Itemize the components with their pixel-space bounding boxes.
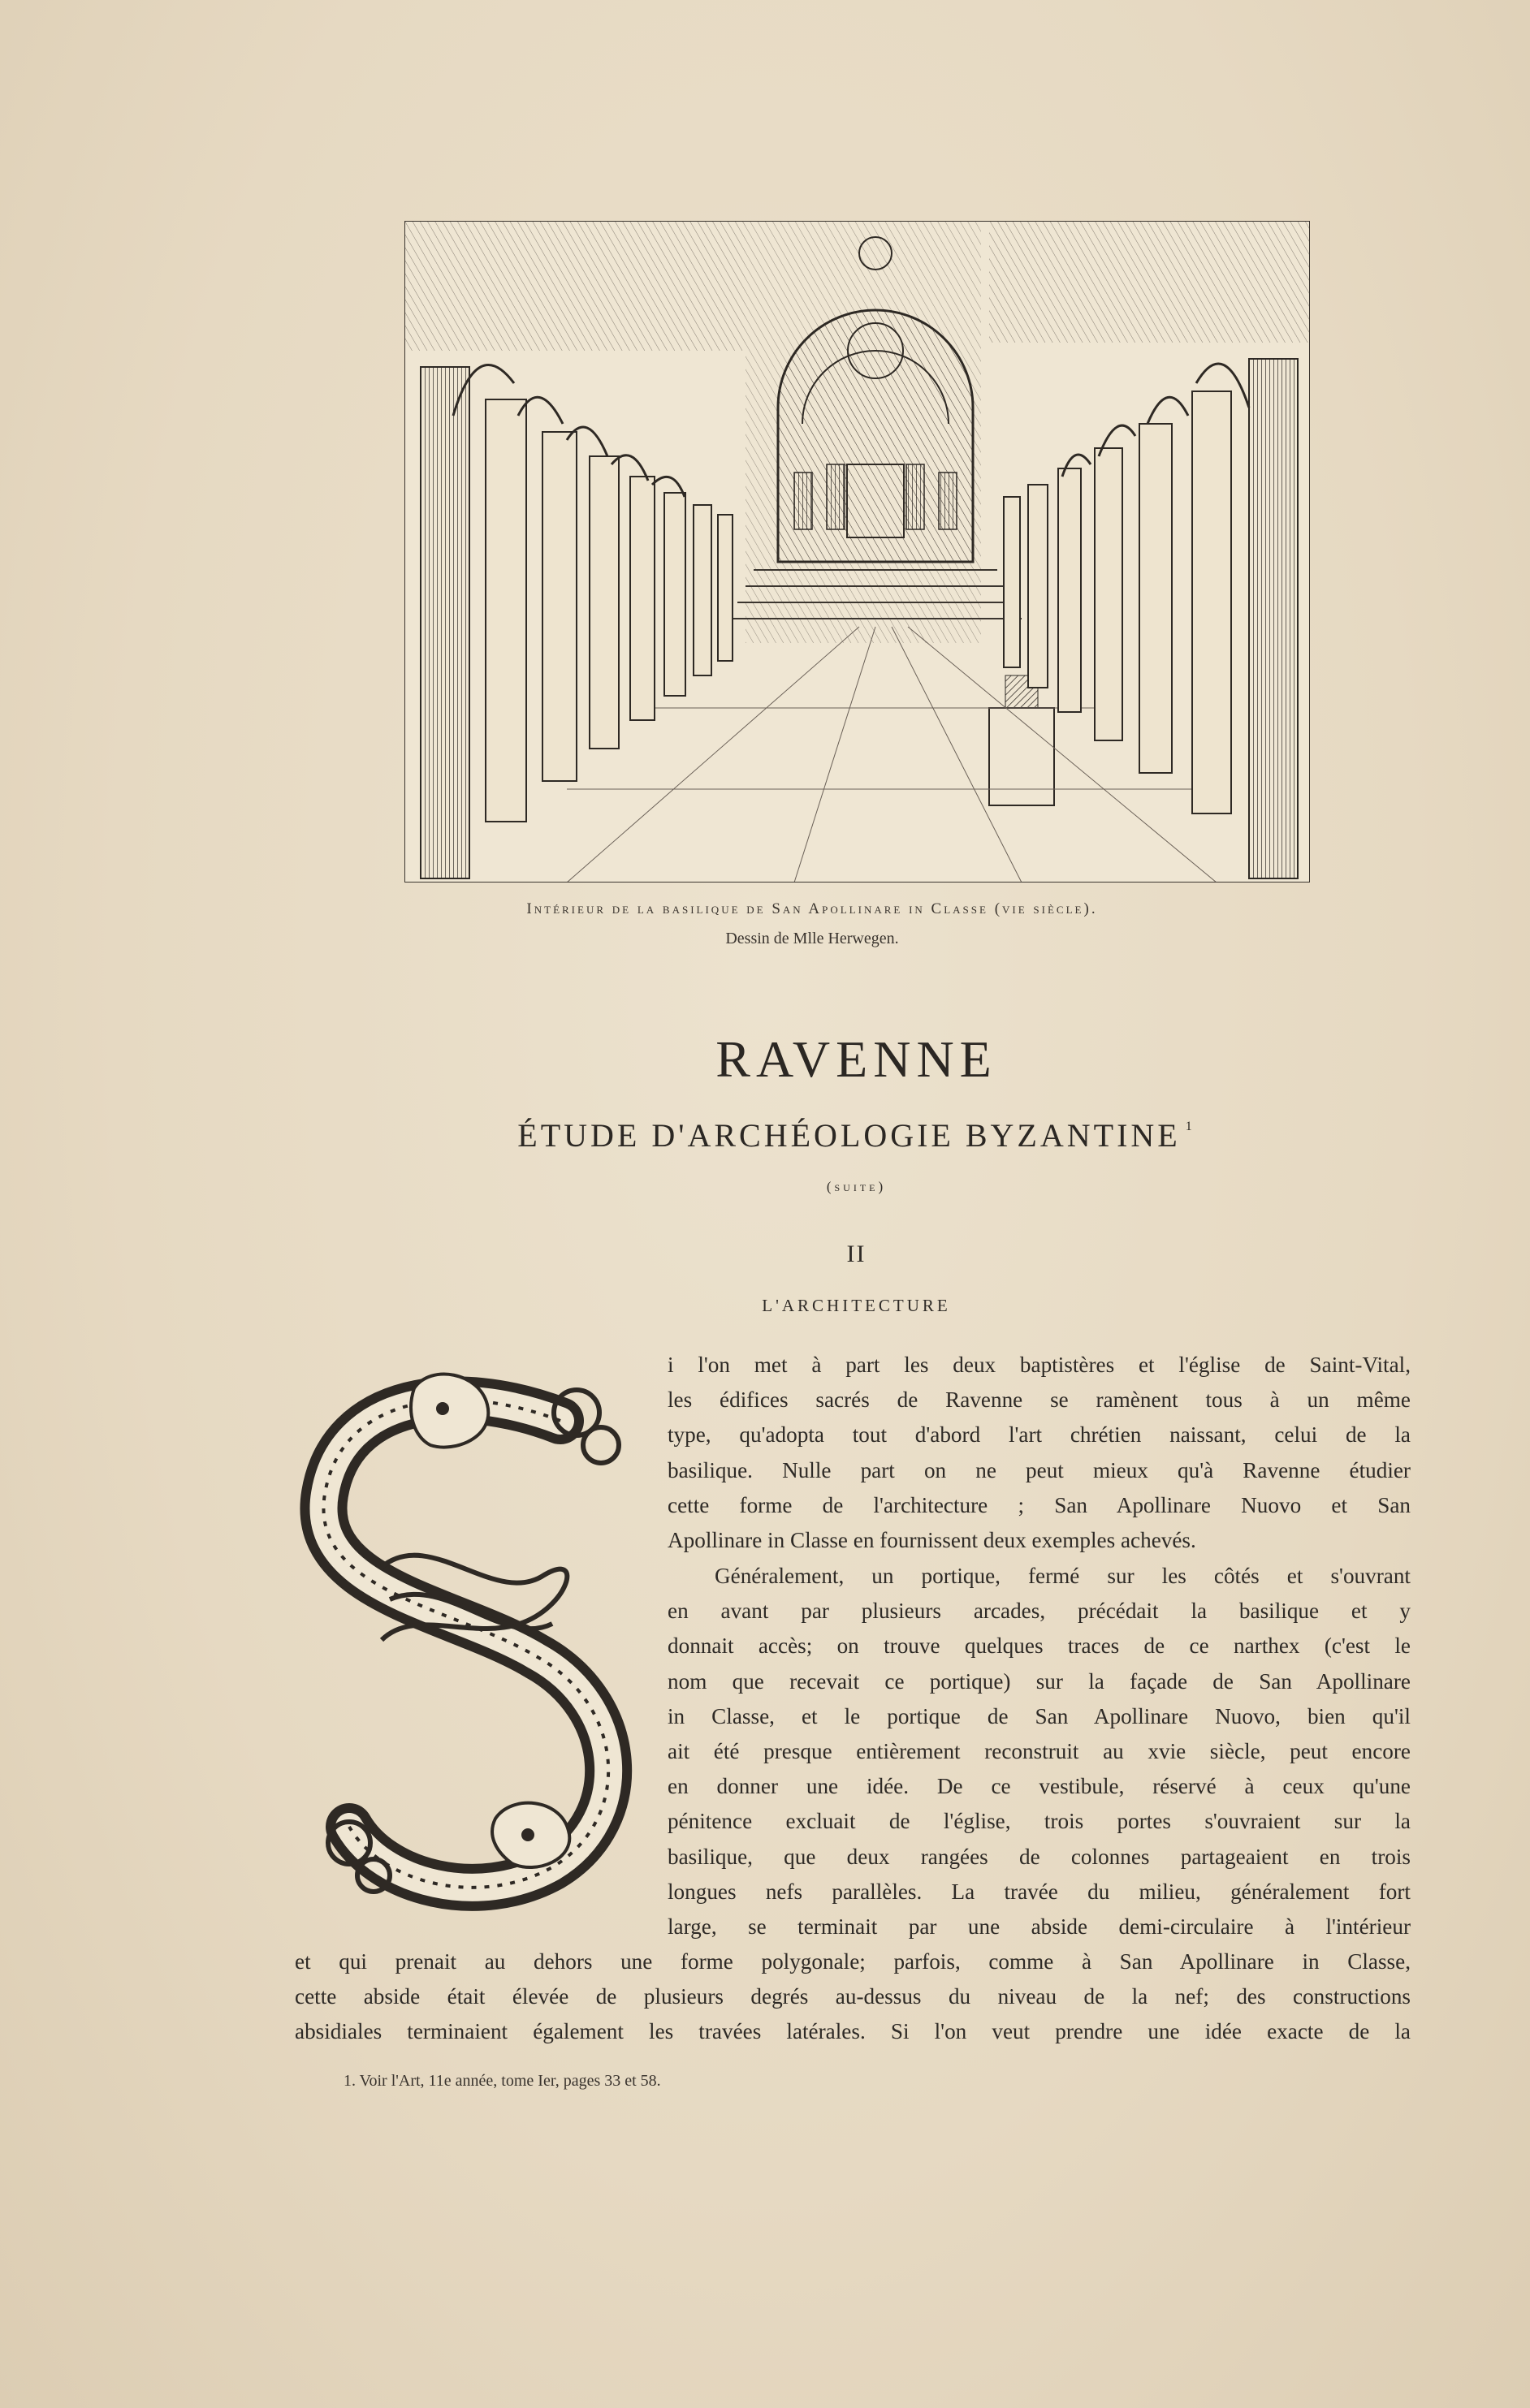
text-line: type, qu'adopta tout d'abord l'art chrétien naissant, celui de la — [668, 1422, 1411, 1448]
text-line: cette forme de l'architecture ; San Apollinare Nuovo et San — [668, 1492, 1411, 1517]
footnote: 1. Voir l'Art, 11e année, tome Ier, pages 33 et 58. — [344, 2072, 661, 2090]
text-line: Apollinare in Classe en fournissent deux exemples achevés. — [668, 1528, 1196, 1553]
text-line: in Classe, et le portique de San Apollinare Nuovo, bien qu'il — [668, 1703, 1411, 1728]
body-paragraph-2-continued — [295, 1944, 1411, 2050]
text-line: les édifices sacrés de Ravenne se ramènent tous à un même — [668, 1387, 1411, 1413]
text-line: basilique. Nulle part on ne peut mieux qu'à Ravenne étudier — [668, 1457, 1411, 1482]
article-subtitle — [244, 1116, 1469, 1154]
text-line: et qui prenait au dehors une forme polygonale; parfois, comme à San Apollinare in Classe, — [295, 1949, 1411, 1974]
text-line: absidiales terminaient également les travées latérales. Si l'on veut prendre une idée exacte de la — [295, 2019, 1411, 2044]
suite-label: (suite) — [826, 1179, 887, 1194]
text-line: cette abside était élevée de plusieurs degrés au-dessus du niveau de la nef; des constructions — [295, 1984, 1411, 2009]
article-title: RAVENNE — [715, 1030, 997, 1088]
subtitle-text: ÉTUDE D'ARCHÉOLOGIE BYZANTINE — [517, 1117, 1181, 1154]
ornamental-dropcap-s — [292, 1364, 650, 1916]
text-line: nom que recevait ce portique) sur la façade de San Apollinare — [668, 1668, 1411, 1694]
text-line: pénitence excluait de l'église, trois portes s'ouvraient sur la — [668, 1809, 1411, 1834]
text-line: Généralement, un portique, fermé sur les côtés et s'ouvrant — [715, 1564, 1411, 1588]
text-line: longues nefs parallèles. La travée du milieu, généralement fort — [668, 1879, 1411, 1904]
chapter-title: L'ARCHITECTURE — [762, 1296, 951, 1315]
body-paragraph-2 — [668, 1559, 1411, 1944]
chapter-number: II — [846, 1241, 867, 1267]
text-line: basilique, que deux rangées de colonnes partageaient en trois — [668, 1844, 1411, 1869]
body-paragraph-1 — [668, 1348, 1411, 1558]
text-line: large, se terminait par une abside demi-circulaire à l'intérieur — [668, 1914, 1411, 1940]
text-line: en avant par plusieurs arcades, précédait la basilique et y — [668, 1599, 1411, 1624]
illustration-credit: Dessin de Mlle Herwegen. — [725, 930, 899, 947]
text-line: i l'on met à part les deux baptistères et l'église de Saint-Vital, — [668, 1353, 1411, 1377]
text-line: ait été presque entièrement reconstruit au xvie siècle, peut encore — [668, 1739, 1411, 1764]
basilica-engraving — [404, 221, 1310, 883]
text-line: donnait accès; on trouve quelques traces de ce narthex (c'est le — [668, 1633, 1411, 1659]
text-line: en donner une idée. De ce vestibule, réservé à ceux qu'une — [668, 1774, 1411, 1799]
illustration-caption: Intérieur de la basilique de San Apollinare in Classe (vie siècle). — [526, 900, 1098, 917]
subtitle-footnote-marker: 1 — [1185, 1120, 1195, 1133]
